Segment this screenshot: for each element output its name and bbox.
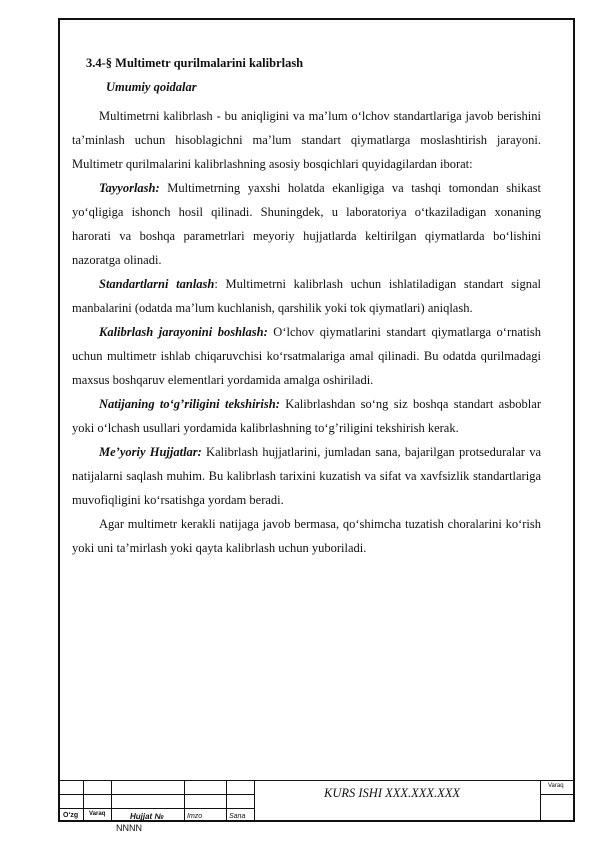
paragraph-lead: Tayyorlash: xyxy=(99,181,160,195)
stamp-label-varaq: Varaq xyxy=(89,811,106,817)
paragraph-text: Kalibrlashdan so‘ng siz boshqa standart asboblar yoki o‘lchash usullari yordamida kalibrlashning to‘g’riligini tekshirish kerak. xyxy=(72,397,541,435)
subsection-title: Umumiy qoidalar xyxy=(106,80,197,94)
stamp-line xyxy=(58,794,254,795)
stamp-label-ozg: O‘zg xyxy=(63,812,79,819)
outro-paragraph: Agar multimetr kerakli natijaga javob bermasa, qo‘shimcha tuzatish choralarini ko‘rish yoki uni ta’mirlash yoki qayta kalibrlash uchun yuboriladi. xyxy=(72,517,541,555)
paragraph-lead: Me’yoriy Hujjatlar: xyxy=(99,445,202,459)
paragraph-text: : Multimetrni kalibrlash uchun ishlatiladigan standart signal manbalarini (odatda ma’lum kuchlanish, qarshilik yoki tok qiymatlari) aniqlash. xyxy=(72,277,542,315)
stamp-label-sana: Sana xyxy=(229,813,246,820)
stamp-line xyxy=(58,808,254,809)
stamp-label-hujjat: Hujjat № xyxy=(130,812,164,821)
paragraph-documents xyxy=(72,440,541,512)
paragraph-preparation xyxy=(72,176,541,272)
document-body xyxy=(72,104,541,560)
paragraph-lead: Kalibrlash jarayonini boshlash: xyxy=(99,325,268,339)
paragraph-text: O‘lchov qiymatlarini standart qiymatlarga o‘rnatish uchun multimetr ishlab chiqaruvchisi ko‘rsatmalariga amal qilinadi. Bu odatda qurilmadagi maxsus boshqaruv elementlari yordamida amalga oshiriladi. xyxy=(72,325,541,387)
stamp-line xyxy=(111,780,112,822)
stamp-line xyxy=(58,780,575,781)
paragraph-text: Kalibrlash hujjatlarini, jumladan sana, bajarilgan protseduralar va natijalarni saqlash muhim. Bu kalibrlash tarixini kuzatish va sifat va xavfsizlik standartlariga muvofiqligini ko‘rsatishga yordam beradi. xyxy=(72,445,541,507)
stamp-label-varaq-corner: Varaq xyxy=(548,783,564,789)
paragraph-verification xyxy=(72,392,541,440)
stamp-line xyxy=(83,780,84,822)
paragraph-standards xyxy=(72,272,541,320)
intro-paragraph: Multimetrni kalibrlash - bu aniqligini va ma’lum o‘lchov standartlariga javob berishini ta’minlash uchun hisoblagichni ma’lum standart qiymatlarga moslashtirish jarayoni. Multimetr qurilmalarini kalibrlashning asosiy bosqichlari quyidagilardan iborat: xyxy=(72,109,541,171)
section-title: 3.4-§ Multimetr qurilmalarini kalibrlash xyxy=(86,56,304,70)
paragraph-lead: Natijaning to‘g’riligini tekshirish: xyxy=(99,397,280,411)
stamp-line xyxy=(226,780,227,822)
title-block xyxy=(58,780,575,822)
stamp-label-imzo: Imzo xyxy=(187,813,203,820)
stamp-line xyxy=(184,780,185,822)
paragraph-calibration-start xyxy=(72,320,541,392)
stamp-line xyxy=(540,794,575,795)
stamp-line xyxy=(540,780,541,822)
paragraph-text: Multimetrning yaxshi holatda ekanligiga va tashqi tomondan shikast yo‘qligiga ishonch hosil qilinadi. Shuningdek, u laboratoriya o‘tkaziladigan xonaning harorati va boshqa parametrlari meyoriy hujjatlarda keltirilgan qiymatlarda bo‘lishini nazoratga olinadi. xyxy=(72,181,541,267)
stamp-line xyxy=(254,780,255,822)
document-number: NNNN xyxy=(116,823,142,833)
course-work-title: KURS ISHI XXX.XXX.XXX xyxy=(324,786,461,800)
paragraph-lead: Standartlarni tanlash xyxy=(99,277,215,291)
